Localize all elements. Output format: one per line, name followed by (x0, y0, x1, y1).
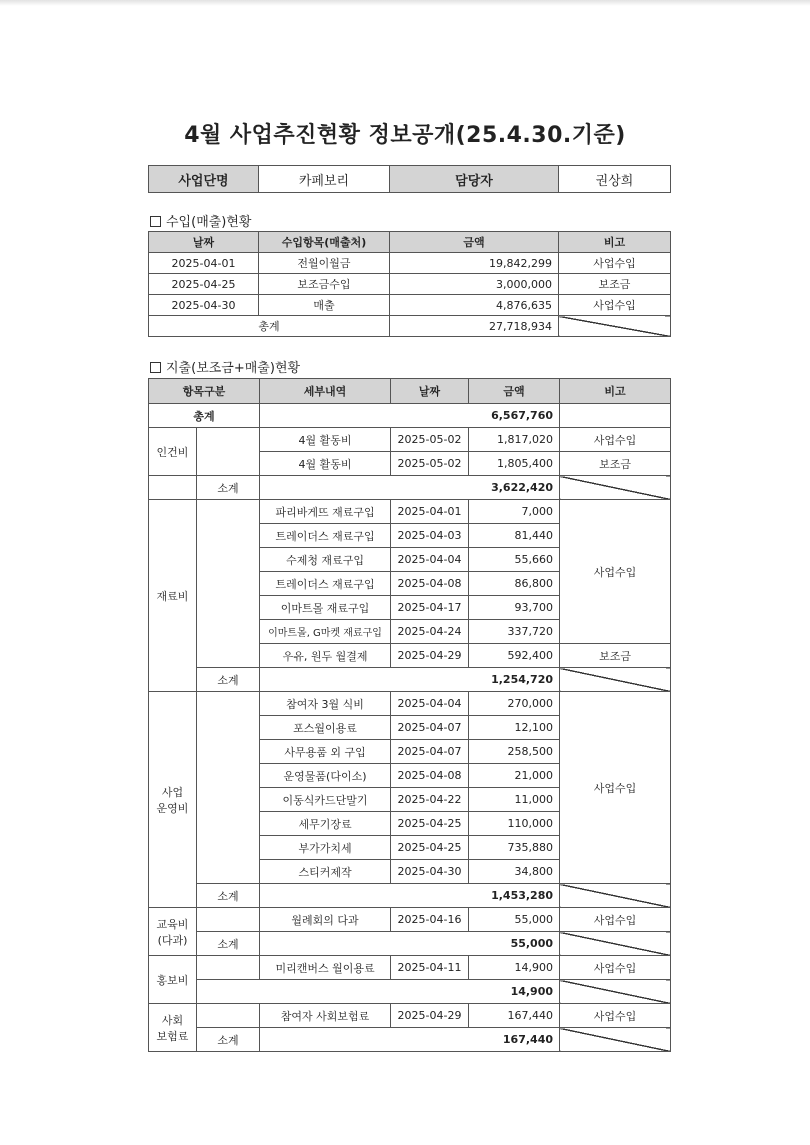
note-cell: 사업수입 (560, 500, 671, 644)
amount-cell: 34,800 (469, 860, 560, 884)
empty-cell (149, 476, 197, 500)
detail-cell: 4월 활동비 (260, 428, 391, 452)
date-cell: 2025-04-25 (391, 836, 469, 860)
subtotal-row (149, 980, 671, 1004)
income-amount: 3,000,000 (390, 274, 559, 295)
col-header: 날짜 (391, 379, 469, 404)
expense-section-title: 지출(보조금+매출)현황 (166, 361, 301, 376)
category-insurance (149, 1004, 197, 1052)
table-row (149, 500, 671, 524)
income-amount: 4,876,635 (390, 295, 559, 316)
table-row (149, 908, 671, 932)
manager-label: 담당자 (390, 166, 559, 193)
empty-cell (197, 956, 260, 980)
category-education-line1: 교육비 (156, 917, 189, 931)
diagonal-cell (560, 668, 671, 692)
grand-total-label: 총계 (149, 404, 260, 428)
note-cell: 사업수입 (560, 908, 671, 932)
checkbox-square-icon (150, 362, 161, 373)
subtotal-label: 소계 (197, 884, 260, 908)
date-cell: 2025-04-01 (391, 500, 469, 524)
amount-cell: 110,000 (469, 812, 560, 836)
amount-cell: 86,800 (469, 572, 560, 596)
detail-cell: 스티커제작 (260, 860, 391, 884)
date-cell: 2025-04-11 (391, 956, 469, 980)
table-row (149, 1004, 671, 1028)
empty-cell (197, 908, 260, 932)
category-education (149, 908, 197, 956)
col-header: 세부내역 (260, 379, 391, 404)
detail-cell: 우유, 원두 월결제 (260, 644, 391, 668)
date-cell: 2025-05-02 (391, 428, 469, 452)
income-note: 사업수입 (559, 253, 671, 274)
subtotal-label: 소계 (197, 476, 260, 500)
amount-cell: 1,805,400 (469, 452, 560, 476)
date-cell: 2025-04-25 (391, 812, 469, 836)
diagonal-cell (560, 1028, 671, 1052)
empty-cell (197, 428, 260, 476)
detail-cell: 트레이더스 재료구입 (260, 524, 391, 548)
info-table (148, 165, 671, 193)
income-total-amount: 27,718,934 (390, 316, 559, 337)
category-materials: 재료비 (149, 500, 197, 692)
note-cell: 사업수입 (560, 428, 671, 452)
amount-cell: 14,900 (469, 956, 560, 980)
income-item: 보조금수입 (259, 274, 390, 295)
amount-cell: 12,100 (469, 716, 560, 740)
income-table (148, 231, 671, 337)
detail-cell: 운영물품(다이소) (260, 764, 391, 788)
detail-cell: 부가가치세 (260, 836, 391, 860)
date-cell: 2025-05-02 (391, 452, 469, 476)
subtotal-label: 소계 (197, 668, 260, 692)
total-row (149, 316, 671, 337)
note-cell: 보조금 (560, 452, 671, 476)
date-cell: 2025-04-08 (391, 572, 469, 596)
category-operations-line2: 운영비 (156, 801, 189, 815)
amount-cell: 258,500 (469, 740, 560, 764)
amount-cell: 81,440 (469, 524, 560, 548)
date-cell: 2025-04-16 (391, 908, 469, 932)
grand-total-row (149, 404, 671, 428)
detail-cell: 이마트몰, G마켓 재료구입 (260, 620, 391, 644)
amount-cell: 735,880 (469, 836, 560, 860)
subtotal-row (149, 1028, 671, 1052)
table-header-row (149, 232, 671, 253)
detail-cell: 트레이더스 재료구입 (260, 572, 391, 596)
note-cell: 사업수입 (560, 1004, 671, 1028)
date-cell: 2025-04-22 (391, 788, 469, 812)
detail-cell: 미리캔버스 월이용료 (260, 956, 391, 980)
expense-table (148, 378, 671, 1052)
category-insurance-line1: 사회 (161, 1013, 184, 1027)
detail-cell: 수제청 재료구입 (260, 548, 391, 572)
table-row (149, 956, 671, 980)
amount-cell: 270,000 (469, 692, 560, 716)
detail-cell: 이마트몰 재료구입 (260, 596, 391, 620)
detail-cell: 월례회의 다과 (260, 908, 391, 932)
diagonal-cell (560, 932, 671, 956)
col-header: 금액 (390, 232, 559, 253)
col-header: 항목구분 (149, 379, 260, 404)
empty-cell (197, 1004, 260, 1028)
income-note: 사업수입 (559, 295, 671, 316)
amount-cell: 1,817,020 (469, 428, 560, 452)
amount-cell: 167,440 (469, 1004, 560, 1028)
subtotal-amount: 167,440 (260, 1028, 560, 1052)
date-cell: 2025-04-03 (391, 524, 469, 548)
diagonal-cell (560, 980, 671, 1004)
date-cell: 2025-04-30 (391, 860, 469, 884)
category-personnel: 인건비 (149, 428, 197, 476)
amount-cell: 21,000 (469, 764, 560, 788)
col-header: 수입항목(매출처) (259, 232, 390, 253)
detail-cell: 포스월이용료 (260, 716, 391, 740)
income-amount: 19,842,299 (390, 253, 559, 274)
grand-total-amount: 6,567,760 (260, 404, 560, 428)
col-header: 비고 (559, 232, 671, 253)
amount-cell: 55,660 (469, 548, 560, 572)
date-cell: 2025-04-07 (391, 740, 469, 764)
subtotal-label: 소계 (197, 1028, 260, 1052)
amount-cell: 93,700 (469, 596, 560, 620)
income-section-heading (150, 211, 252, 230)
date-cell: 2025-04-04 (391, 692, 469, 716)
diagonal-cell (559, 316, 671, 337)
col-header: 금액 (469, 379, 560, 404)
detail-cell: 참여자 3월 식비 (260, 692, 391, 716)
category-promotion: 홍보비 (149, 956, 197, 1004)
empty-cell (197, 500, 260, 668)
manager-value: 권상희 (559, 166, 671, 193)
detail-cell: 4월 활동비 (260, 452, 391, 476)
subtotal-amount: 1,254,720 (260, 668, 560, 692)
empty-cell (197, 692, 260, 884)
diagonal-cell (560, 476, 671, 500)
subtotal-amount: 14,900 (197, 980, 560, 1004)
table-row (149, 274, 671, 295)
income-note: 보조금 (559, 274, 671, 295)
category-operations-line1: 사업 (161, 785, 184, 799)
page-title: 4월 사업추진현황 정보공개(25.4.30.기준) (184, 123, 626, 148)
detail-cell: 참여자 사회보험료 (260, 1004, 391, 1028)
amount-cell: 55,000 (469, 908, 560, 932)
date-cell: 2025-04-04 (391, 548, 469, 572)
table-row (149, 692, 671, 716)
diagonal-cell (560, 884, 671, 908)
income-date: 2025-04-01 (149, 253, 259, 274)
category-insurance-line2: 보험료 (156, 1029, 189, 1043)
subtotal-row (149, 884, 671, 908)
income-section-title: 수입(매출)현황 (166, 215, 252, 230)
amount-cell: 11,000 (469, 788, 560, 812)
income-total-label: 총계 (149, 316, 390, 337)
subtotal-amount: 55,000 (260, 932, 560, 956)
amount-cell: 7,000 (469, 500, 560, 524)
detail-cell: 이동식카드단말기 (260, 788, 391, 812)
detail-cell: 사무용품 외 구입 (260, 740, 391, 764)
expense-section-heading (150, 357, 300, 376)
scan-edge (0, 0, 810, 6)
date-cell: 2025-04-24 (391, 620, 469, 644)
amount-cell: 337,720 (469, 620, 560, 644)
income-item: 전월이월금 (259, 253, 390, 274)
date-cell: 2025-04-07 (391, 716, 469, 740)
income-date: 2025-04-25 (149, 274, 259, 295)
subtotal-row (149, 476, 671, 500)
unit-value: 카페보리 (259, 166, 390, 193)
empty-cell (560, 404, 671, 428)
date-cell: 2025-04-08 (391, 764, 469, 788)
subtotal-label: 소계 (197, 932, 260, 956)
unit-label: 사업단명 (149, 166, 259, 193)
subtotal-row (149, 668, 671, 692)
checkbox-square-icon (150, 216, 161, 227)
table-row (149, 253, 671, 274)
col-header: 날짜 (149, 232, 259, 253)
amount-cell: 592,400 (469, 644, 560, 668)
col-header: 비고 (560, 379, 671, 404)
date-cell: 2025-04-29 (391, 644, 469, 668)
income-item: 매출 (259, 295, 390, 316)
note-cell: 사업수입 (560, 692, 671, 884)
subtotal-amount: 1,453,280 (260, 884, 560, 908)
category-operations (149, 692, 197, 908)
date-cell: 2025-04-29 (391, 1004, 469, 1028)
category-education-line2: (다과) (157, 933, 188, 947)
subtotal-amount: 3,622,420 (260, 476, 560, 500)
table-header-row (149, 379, 671, 404)
date-cell: 2025-04-17 (391, 596, 469, 620)
detail-cell: 파리바게뜨 재료구입 (260, 500, 391, 524)
table-row (149, 428, 671, 452)
income-date: 2025-04-30 (149, 295, 259, 316)
subtotal-row (149, 932, 671, 956)
detail-cell: 세무기장료 (260, 812, 391, 836)
note-cell: 사업수입 (560, 956, 671, 980)
table-row (149, 295, 671, 316)
note-cell: 보조금 (560, 644, 671, 668)
